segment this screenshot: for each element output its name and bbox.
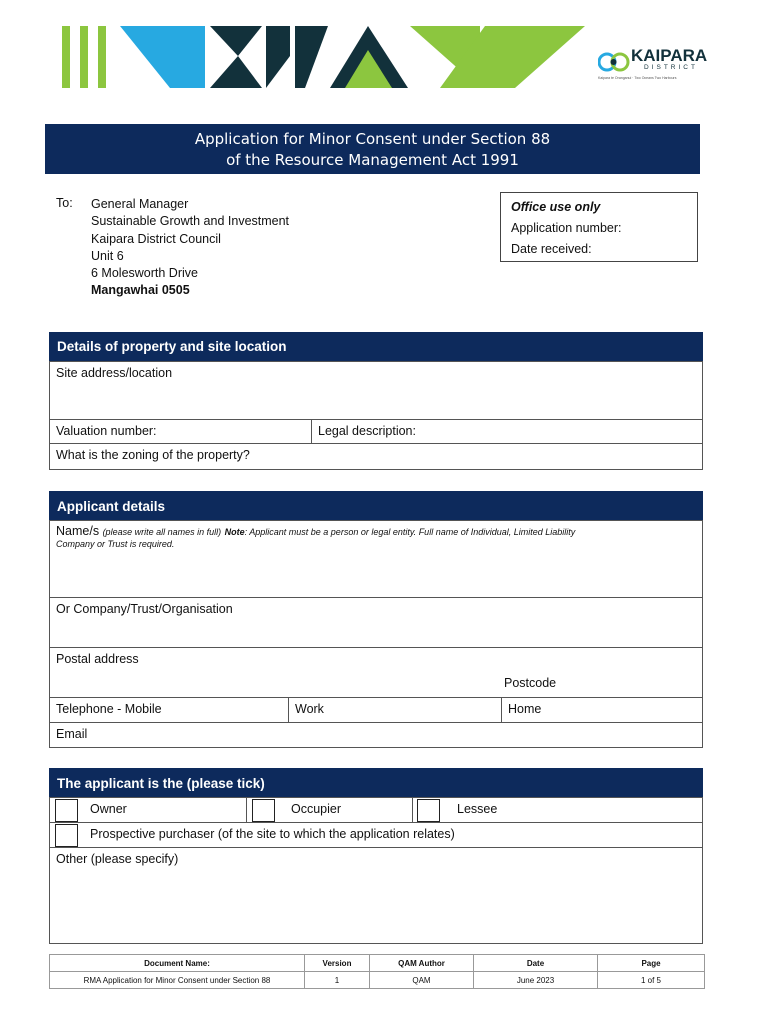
site-address-label: Site address/location (56, 366, 173, 380)
dark-shape-3 (266, 26, 290, 88)
address-line: Unit 6 (91, 248, 124, 263)
address-line: 6 Molesworth Drive (91, 266, 198, 281)
footer-header-version: Version (304, 954, 370, 972)
application-number-label: Application number: (511, 221, 622, 235)
kaipara-logo (598, 44, 718, 84)
occupier-label: Occupier (291, 802, 342, 816)
site-address-field[interactable] (49, 361, 703, 420)
dark-shape-2 (210, 56, 262, 88)
title-line-2: of the Resource Management Act 1991 (226, 151, 519, 169)
postcode-label: Postcode (504, 676, 557, 690)
logo-sub: DISTRICT (644, 64, 698, 71)
to-label: To: (56, 196, 73, 210)
note-text: : Applicant must be a person or legal entity. Full name of Individual, Limited Liability (244, 527, 576, 537)
footer-author: QAM (369, 971, 474, 989)
footer-page: 1 of 5 (597, 971, 705, 989)
date-received-label: Date received: (511, 242, 592, 256)
green-bar-1 (62, 26, 70, 88)
applicant-type-header: The applicant is the (please tick) (49, 768, 703, 798)
address-line: Sustainable Growth and Investment (91, 214, 290, 229)
office-use-title: Office use only (511, 200, 601, 214)
prospective-checkbox[interactable] (55, 824, 78, 847)
valuation-field[interactable] (49, 419, 312, 444)
footer-header-docname: Document Name: (49, 954, 305, 972)
owner-option[interactable] (49, 797, 247, 823)
telephone-label: Telephone - Mobile (56, 702, 162, 716)
note-line-2: Company or Trust is required. (56, 539, 175, 549)
lessee-checkbox[interactable] (417, 799, 440, 822)
footer-header-date: Date (473, 954, 598, 972)
owner-label: Owner (90, 802, 127, 816)
names-instruction: (please write all names in full) (102, 527, 222, 537)
lessee-label: Lessee (457, 802, 498, 816)
address-line-bold: Mangawhai 0505 (91, 283, 190, 298)
lessee-option[interactable] (412, 797, 703, 823)
dark-shape-1 (210, 26, 262, 56)
email-field[interactable] (49, 722, 703, 748)
title-banner (45, 124, 700, 174)
footer-date: June 2023 (473, 971, 598, 989)
names-field[interactable] (49, 520, 703, 598)
other-field[interactable] (49, 847, 703, 944)
logo-tagline: Kaipara te Oranganui · Two Oceans Two Harbours (598, 76, 677, 80)
zoning-field[interactable] (49, 443, 703, 470)
logo-name: KAIPARA (631, 46, 708, 65)
prospective-option[interactable] (49, 822, 703, 848)
address-line: General Manager (91, 197, 189, 211)
valuation-label: Valuation number: (56, 424, 157, 438)
other-label: Other (please specify) (56, 852, 179, 866)
home-label: Home (508, 702, 542, 716)
names-label: Name/s (56, 524, 100, 538)
swirl-icon (598, 48, 630, 76)
owner-checkbox[interactable] (55, 799, 78, 822)
dark-shape-4 (295, 26, 328, 88)
note-label: Note (224, 527, 245, 537)
telephone-field[interactable] (49, 697, 289, 723)
legal-description-field[interactable] (311, 419, 703, 444)
legal-description-label: Legal description: (318, 424, 416, 438)
occupier-checkbox[interactable] (252, 799, 275, 822)
footer-header-page: Page (597, 954, 705, 972)
work-phone-field[interactable] (288, 697, 502, 723)
home-phone-field[interactable] (501, 697, 703, 723)
office-use-box (500, 192, 698, 262)
address-line: Kaipara District Council (91, 231, 221, 246)
property-section-header: Details of property and site location (49, 332, 703, 361)
footer-docname: RMA Application for Minor Consent under Section 88 (49, 971, 305, 989)
green-bar-3 (98, 26, 106, 88)
company-label: Or Company/Trust/Organisation (56, 602, 233, 616)
prospective-label: Prospective purchaser (of the site to which the application relates) (90, 827, 455, 841)
zoning-label: What is the zoning of the property? (56, 448, 250, 462)
email-label: Email (56, 727, 88, 741)
postal-address-label: Postal address (56, 652, 139, 666)
title-line-1: Application for Minor Consent under Section 88 (194, 130, 551, 148)
to-address (91, 196, 289, 300)
footer-header-author: QAM Author (369, 954, 474, 972)
footer-version: 1 (304, 971, 370, 989)
blue-shape (120, 26, 205, 88)
green-bar-2 (80, 26, 88, 88)
work-label: Work (295, 702, 324, 716)
postal-address-field[interactable] (49, 647, 703, 698)
applicant-section-header: Applicant details (49, 491, 703, 521)
company-field[interactable] (49, 597, 703, 648)
